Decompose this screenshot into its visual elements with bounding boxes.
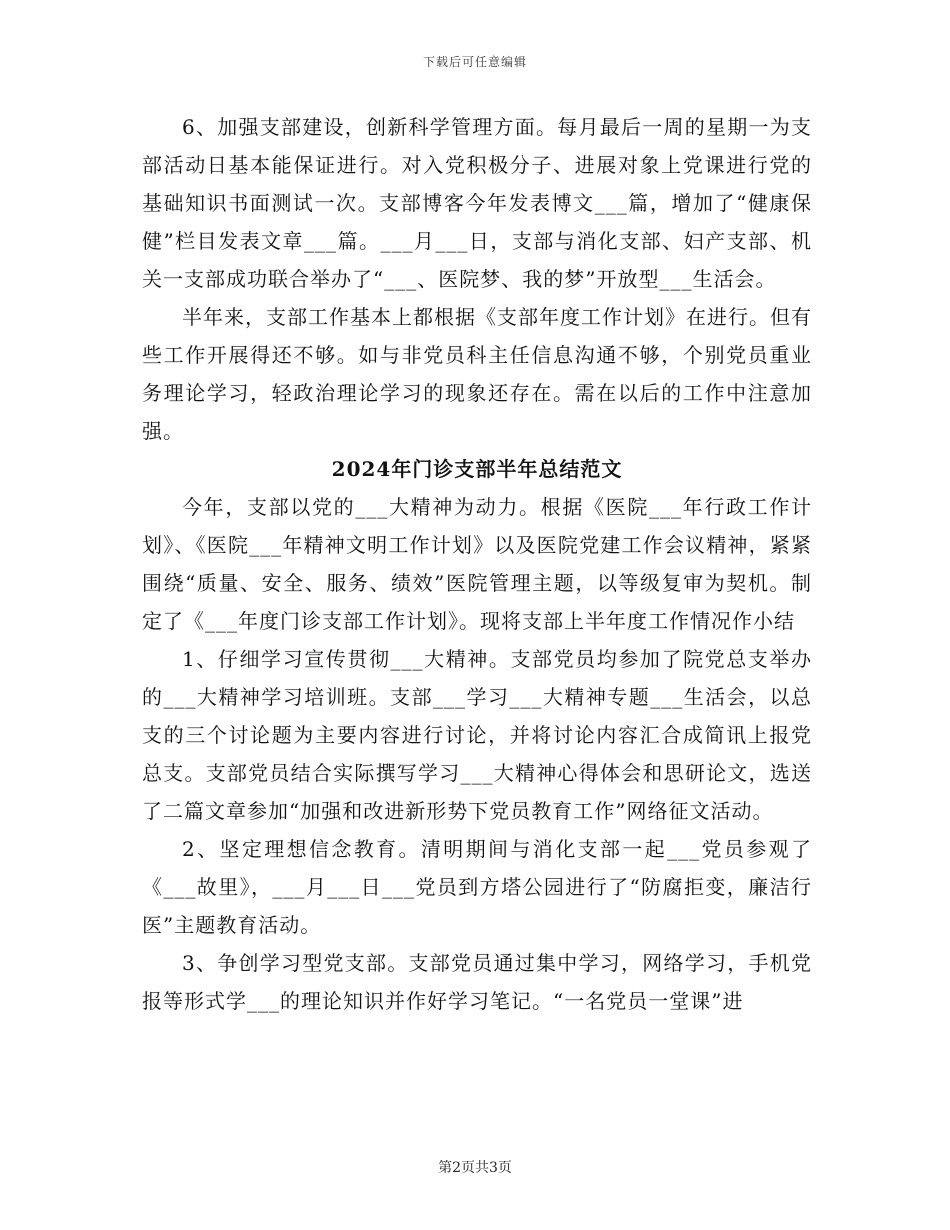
paragraph-item-6: 6、加强支部建设，创新科学管理方面。每月最后一周的星期一为支部活动日基本能保证进行。对入党积极分子、进展对象上党课进行党的基础知识书面测试一次。支部博客今年发表博文___篇，增加了“健康保健”栏目发表文章___篇。___月___日，支部与消化支部、妇产支部、机关一支部成功联合举办了“___、医院梦、我的梦”开放型___生活会。 xyxy=(142,115,812,291)
paragraph-item-3: 3、争创学习型党支部。支部党员通过集中学习，网络学习，手机党报等形式学___的理论知识并作好学习笔记。“一名党员一堂课”进 xyxy=(142,951,812,1013)
document-body xyxy=(142,108,812,1020)
paragraph-item-1: 1、仔细学习宣传贯彻___大精神。支部党员均参加了院党总支举办的___大精神学习培训班。支部___学习___大精神专题___生活会，以总支的三个讨论题为主要内容进行讨论，并将讨论内容汇合成简讯上报党总支。支部党员结合实际撰写学习___大精神心得体会和思研论文，选送了二篇文章参加“加强和改进新形势下党员教育工作”网络征文活动。 xyxy=(142,647,812,823)
paragraph-half-year-summary: 半年来，支部工作基本上都根据《支部年度工作计划》在进行。但有些工作开展得还不够。如与非党员科主任信息沟通不够，个别党员重业务理论学习，轻政治理论学习的现象还存在。需在以后的工作中注意加强。 xyxy=(142,305,812,443)
paragraph-intro: 今年，支部以党的___大精神为动力。根据《医院___年行政工作计划》、《医院___年精神文明工作计划》以及医院党建工作会议精神，紧紧围绕“质量、安全、服务、绩效”医院管理主题，以等级复审为契机。制定了《___年度门诊支部工作计划》。现将支部上半年度工作情况作小结 xyxy=(142,495,812,633)
page-header: 下载后可任意编辑 xyxy=(422,55,527,69)
document-title: 2024年门诊支部半年总结范文 xyxy=(331,457,623,481)
page-footer: 第2页共3页 xyxy=(438,1160,512,1176)
paragraph-item-2: 2、坚定理想信念教育。清明期间与消化支部一起___党员参观了《___故里》，___月___日___党员到方塔公园进行了“防腐拒变，廉洁行医”主题教育活动。 xyxy=(142,837,812,937)
